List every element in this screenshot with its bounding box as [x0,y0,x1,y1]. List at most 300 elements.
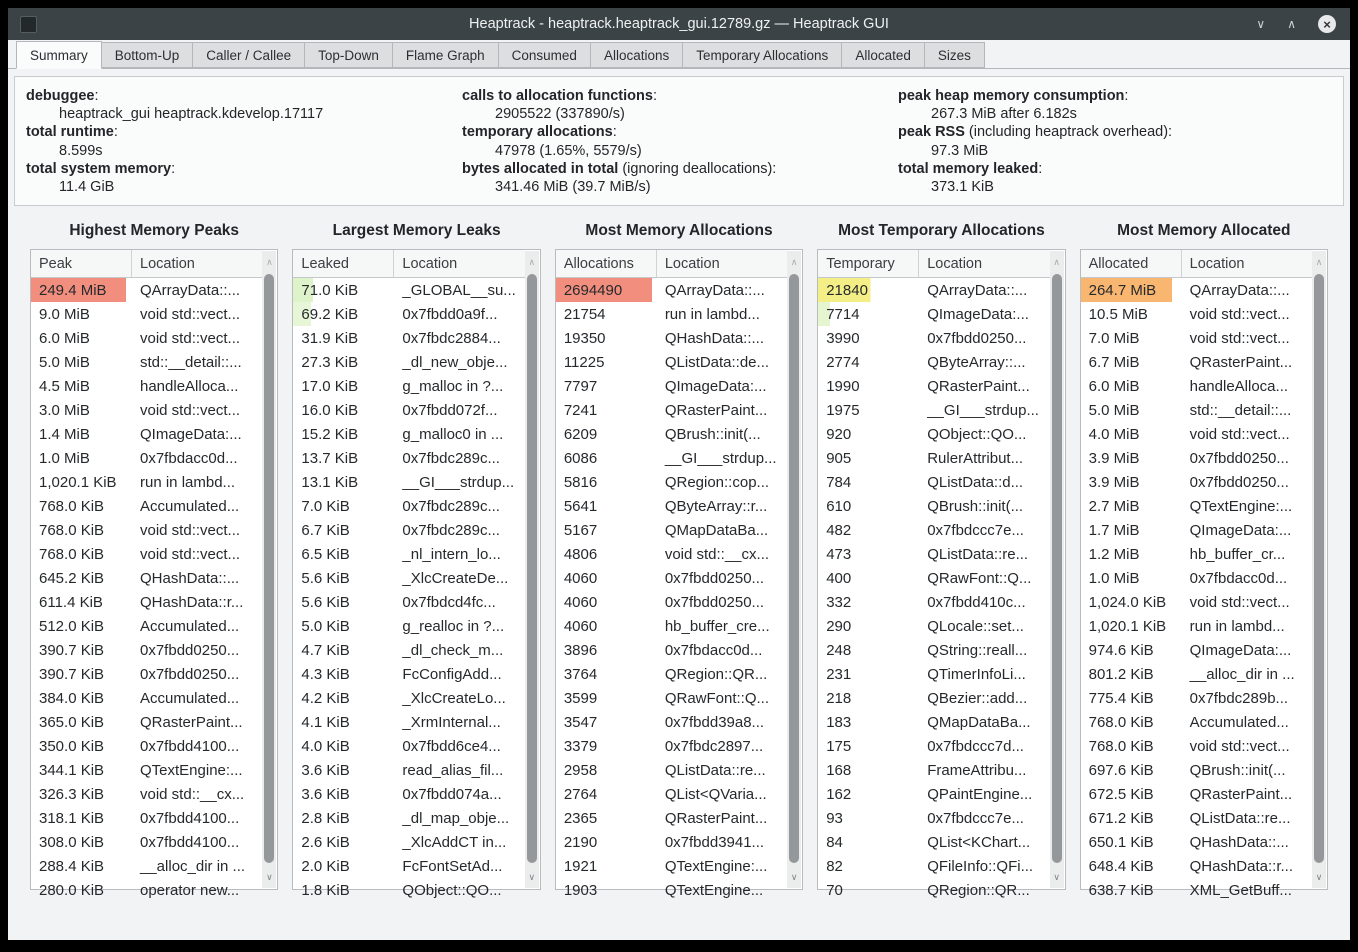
table-row[interactable] [293,878,524,902]
table-row[interactable] [1081,710,1312,734]
cell-value: 5167 [563,521,598,539]
cell-location: Accumulated... [140,689,240,707]
cell-location: void std::vect... [140,545,241,563]
table-row[interactable] [818,542,1049,566]
table-row[interactable] [293,806,524,830]
summary-label: bytes allocated in total (ignoring deallocations): [462,160,777,177]
table-row[interactable] [556,830,787,854]
table-row[interactable] [1081,638,1312,662]
scroll-down-icon[interactable]: ∨ [1053,871,1060,882]
cell-value: 13.7 KiB [301,449,359,467]
table-viewport [31,250,262,899]
table-row[interactable] [293,686,524,710]
table-section-highest-memory-peaks [30,222,278,899]
table-row[interactable] [556,470,787,494]
cell-value: 5641 [563,497,598,515]
scrollbar[interactable] [1050,251,1064,888]
cell-value: 3990 [826,329,860,347]
cell-location: 0x7fbdd410c... [927,593,1026,611]
cell-value: 775.4 KiB [1088,689,1154,707]
cell-value: 3599 [563,689,598,707]
cell-value: 365.0 KiB [39,713,105,731]
table-row[interactable] [1081,662,1312,686]
table-row[interactable] [31,566,262,590]
table-row[interactable] [556,710,787,734]
table-row[interactable] [818,398,1049,422]
cell-value: 974.6 KiB [1088,641,1154,659]
cell-value: 6209 [563,425,598,443]
cell-location: QTextEngine... [664,881,764,899]
table-row[interactable] [1081,326,1312,350]
table-row[interactable] [818,782,1049,806]
cell-location: QTimerInfoLi... [927,665,1026,683]
cell-location: read_alias_fil... [402,761,504,779]
tab-summary[interactable]: Summary [16,41,102,69]
table-row[interactable] [31,662,262,686]
cell-value: 13.1 KiB [301,473,359,491]
table-header [31,250,262,278]
cell-value: 6.5 KiB [301,545,350,563]
column-header-location[interactable]: Location [402,255,458,272]
cell-value: 4.7 KiB [301,641,350,659]
table-row[interactable] [818,638,1049,662]
summary-page [8,69,1350,940]
cell-location: QRasterPaint... [140,713,243,731]
table-row[interactable] [31,470,262,494]
scroll-down-icon[interactable]: ∨ [266,871,273,882]
table-row[interactable] [556,638,787,662]
cell-location: void std::vect... [1189,425,1290,443]
scroll-down-icon[interactable]: ∨ [528,871,536,882]
table-row[interactable] [1081,590,1312,614]
table-row[interactable] [31,638,262,662]
table-row[interactable] [31,854,262,878]
cell-value: 162 [826,785,852,803]
cell-location: void std::vect... [140,401,241,419]
table-row[interactable] [31,446,262,470]
table-row[interactable] [293,566,524,590]
summary-label: total memory leaked: [898,160,1043,177]
table-row[interactable] [293,302,524,326]
table-row[interactable] [31,326,262,350]
table-row[interactable] [1081,806,1312,830]
cell-location: Accumulated... [1189,713,1289,731]
table-row[interactable] [818,278,1049,302]
cell-location: 0x7fbdd0250... [140,641,240,659]
cell-value: 3.6 KiB [301,761,350,779]
cell-location: __GI___strdup... [402,473,515,491]
table-row[interactable] [31,758,262,782]
table-row[interactable] [31,734,262,758]
column-header-allocations[interactable]: Allocations [556,250,657,277]
cell-value: 1.2 MiB [1088,545,1140,563]
table-row[interactable] [293,518,524,542]
summary-value: 373.1 KiB [931,179,994,196]
table-row[interactable] [293,590,524,614]
table-row[interactable] [1081,518,1312,542]
cell-location: 0x7fbdccc7d... [927,737,1024,755]
scrollbar[interactable] [262,251,276,888]
table-row[interactable] [556,326,787,350]
table-row[interactable] [293,494,524,518]
cell-location: QTextEngine:... [140,761,243,779]
table-row[interactable] [1081,374,1312,398]
cell-value: 82 [826,857,843,875]
table-row[interactable] [293,614,524,638]
cell-value: 4.2 KiB [301,689,350,707]
table-row[interactable] [556,614,787,638]
table-row[interactable] [1081,782,1312,806]
table-row[interactable] [293,350,524,374]
table-row[interactable] [31,374,262,398]
table-row[interactable] [31,614,262,638]
cell-value: 2190 [563,833,598,851]
cell-location: _GLOBAL__su... [402,281,516,299]
table-row[interactable] [1081,422,1312,446]
scroll-up-icon[interactable]: ∧ [1315,256,1323,267]
table-row[interactable] [1081,854,1312,878]
cell-location: 0x7fbdd39a8... [664,713,765,731]
scroll-down-icon[interactable]: ∨ [790,871,798,882]
table-row[interactable] [556,542,787,566]
cell-location: 0x7fbdd074a... [402,785,502,803]
table-row[interactable] [556,278,787,302]
table-row[interactable] [556,566,787,590]
column-header-location[interactable]: Location [927,255,983,272]
tab-bottom-up[interactable]: Bottom-Up [102,42,193,68]
table-row[interactable] [31,806,262,830]
table-row[interactable] [293,710,524,734]
table-row[interactable] [818,806,1049,830]
table-row[interactable] [818,494,1049,518]
table-row[interactable] [1081,494,1312,518]
table-row[interactable] [556,878,787,902]
cell-value: 318.1 KiB [39,809,105,827]
table-row[interactable] [293,398,524,422]
table-row[interactable] [556,590,787,614]
scroll-down-icon[interactable]: ∨ [1315,871,1323,882]
table-row[interactable] [31,782,262,806]
cell-location: void std::vect... [1189,593,1290,611]
table-row[interactable] [31,350,262,374]
table-row[interactable] [556,302,787,326]
cell-location: 0x7fbdd0250... [1189,473,1289,491]
table-row[interactable] [556,734,787,758]
cell-value: 3.9 MiB [1088,473,1140,491]
table-row[interactable] [293,278,524,302]
table-row[interactable] [818,422,1049,446]
table-row[interactable] [818,614,1049,638]
column-header-temporary[interactable]: Temporary [818,250,919,277]
table-row[interactable] [293,542,524,566]
table-row[interactable] [818,350,1049,374]
cell-value: 9.0 MiB [39,305,90,323]
cell-value: 1990 [826,377,860,395]
scroll-up-icon[interactable]: ∧ [266,256,273,267]
table-row[interactable] [1081,734,1312,758]
table-viewport [818,250,1049,899]
cell-value: 4.1 KiB [301,713,350,731]
cell-location: FcConfigAdd... [402,665,502,683]
table-row[interactable] [293,638,524,662]
table-row[interactable] [556,662,787,686]
cell-value: 71.0 KiB [293,278,394,302]
table-row[interactable] [293,758,524,782]
table-row[interactable] [1081,398,1312,422]
cell-location: run in lambd... [140,473,236,491]
tab-top-down[interactable]: Top-Down [304,42,392,68]
table-body [31,278,262,902]
table-row[interactable] [31,302,262,326]
cell-location: QRawFont::Q... [664,689,770,707]
table-row[interactable] [1081,614,1312,638]
table-row[interactable] [818,830,1049,854]
cell-value: 768.0 KiB [1088,713,1154,731]
cell-value: 1,024.0 KiB [1088,593,1167,611]
table-row[interactable] [293,662,524,686]
table-title: Most Memory Allocations [585,222,773,239]
cell-location: 0x7fbdd0250... [140,665,240,683]
table-section-most-memory-allocations [555,222,803,899]
summary-label: peak RSS (including heaptrack overhead): [898,124,1173,141]
cell-value: 21840 [818,278,919,302]
cell-value: 697.6 KiB [1088,761,1154,779]
scroll-up-icon[interactable]: ∧ [790,256,798,267]
table-row[interactable] [556,518,787,542]
table-row[interactable] [556,446,787,470]
tab-caller-callee[interactable]: Caller / Callee [192,42,304,68]
column-header-location[interactable]: Location [140,255,195,272]
table-row[interactable] [556,854,787,878]
cell-location: operator new... [140,881,240,899]
table-row[interactable] [293,830,524,854]
window-title: Heaptrack - heaptrack.heaptrack_gui.12789.gz — Heaptrack GUI [469,16,889,32]
cell-location: QByteArray::... [927,353,1026,371]
table-row[interactable] [31,710,262,734]
table-viewport [293,250,524,899]
cell-location: QByteArray::r... [664,497,768,515]
cell-location: void std::vect... [140,305,241,323]
table-row[interactable] [1081,278,1312,302]
summary-label: peak heap memory consumption: [898,88,1129,104]
tab-allocations[interactable]: Allocations [590,42,682,68]
cell-value: 11225 [563,353,605,371]
cell-value: 183 [826,713,852,731]
table-row[interactable] [1081,758,1312,782]
cell-value: 4.0 MiB [1088,425,1140,443]
scrollbar-thumb[interactable] [527,274,537,863]
table-row[interactable] [293,422,524,446]
cell-value: 27.3 KiB [301,353,359,371]
titlebar[interactable] [8,8,1350,40]
summary-value: 11.4 GiB [59,179,115,196]
cell-value: 4.3 KiB [301,665,350,683]
table-row[interactable] [818,878,1049,902]
table-row[interactable] [818,518,1049,542]
cell-location: QObject::QO... [927,425,1027,443]
cell-location: _XlcCreateLo... [402,689,506,707]
table-row[interactable] [1081,542,1312,566]
table-row[interactable] [293,854,524,878]
column-header-peak[interactable]: Peak [31,250,132,277]
table-row[interactable] [293,326,524,350]
column-header-location[interactable]: Location [664,255,720,272]
table-row[interactable] [1081,686,1312,710]
table-row[interactable] [556,422,787,446]
cell-value: 4060 [563,593,598,611]
column-header-location[interactable]: Location [1189,255,1245,272]
table-row[interactable] [818,710,1049,734]
cell-location: 0x7fbdccc7e... [927,809,1024,827]
cell-location: QHashData::... [664,329,765,347]
scroll-up-icon[interactable]: ∧ [528,256,536,267]
cell-value: 390.7 KiB [39,665,105,683]
scrollbar[interactable] [1312,251,1326,888]
table-body [818,278,1049,902]
table-row[interactable] [1081,470,1312,494]
table-row[interactable] [31,422,262,446]
cell-location: __GI___strdup... [927,401,1039,419]
table-header [556,250,787,278]
table-row[interactable] [31,398,262,422]
column-header-allocated[interactable]: Allocated [1081,250,1182,277]
table-row[interactable] [1081,830,1312,854]
summary-label: temporary allocations: [462,124,617,141]
table-row[interactable] [556,758,787,782]
close-icon[interactable]: × [1318,15,1336,33]
table-row[interactable] [818,326,1049,350]
table-row[interactable] [556,686,787,710]
cell-location: QRasterPaint... [927,377,1030,395]
table-row[interactable] [556,494,787,518]
cell-location: QHashData::... [140,569,240,587]
cell-value: 1,020.1 KiB [39,473,117,491]
table-row[interactable] [818,590,1049,614]
table-row[interactable] [31,518,262,542]
table-row[interactable] [818,854,1049,878]
cell-value: 7.0 KiB [301,497,350,515]
cell-value: 4060 [563,617,598,635]
cell-location: 0x7fbdacc0d... [1189,569,1288,587]
table-row[interactable] [1081,446,1312,470]
table-row[interactable] [818,470,1049,494]
scrollbar[interactable] [787,251,801,888]
scrollbar-thumb[interactable] [1052,274,1062,863]
summary-column [26,87,462,195]
table-row[interactable] [31,278,262,302]
table-most-memory-allocated [1080,249,1328,899]
tab-temporary-allocations[interactable]: Temporary Allocations [682,42,841,68]
table-row[interactable] [31,878,262,902]
cell-location: QRegion::QR... [664,665,768,683]
cell-location: QFileInfo::QFi... [927,857,1034,875]
table-row[interactable] [293,734,524,758]
table-row[interactable] [818,446,1049,470]
table-row[interactable] [818,566,1049,590]
tab-sizes[interactable]: Sizes [924,42,985,68]
table-row[interactable] [556,806,787,830]
cell-value: 2.0 KiB [301,857,350,875]
table-row[interactable] [31,542,262,566]
table-row[interactable] [556,782,787,806]
cell-location: XML_GetBuff... [1189,881,1292,899]
table-row[interactable] [556,374,787,398]
tab-consumed[interactable]: Consumed [498,42,590,68]
scrollbar[interactable] [525,251,539,888]
minimize-icon[interactable]: ∨ [1256,17,1266,31]
cell-value: 400 [826,569,852,587]
table-row[interactable] [556,350,787,374]
cell-location: QRasterPaint... [1189,785,1293,803]
table-row[interactable] [818,758,1049,782]
cell-value: 5816 [563,473,598,491]
cell-value: 4.5 MiB [39,377,90,395]
cell-value: 4806 [563,545,598,563]
cell-location: QHashData::... [1189,833,1289,851]
table-row[interactable] [293,470,524,494]
table-row[interactable] [818,662,1049,686]
cell-value: 280.0 KiB [39,881,105,899]
cell-location: QBrush::init(... [927,497,1024,515]
cell-location: _dl_map_obje... [402,809,510,827]
cell-location: g_malloc in ?... [402,377,504,395]
table-row[interactable] [1081,878,1312,902]
table-row[interactable] [1081,350,1312,374]
scroll-up-icon[interactable]: ∧ [1053,256,1060,267]
table-row[interactable] [1081,302,1312,326]
table-row[interactable] [818,734,1049,758]
cell-value: 7241 [563,401,598,419]
cell-value: 264.7 MiB [1081,278,1182,302]
tab-allocated[interactable]: Allocated [841,42,924,68]
cell-location: QImageData:... [1189,641,1292,659]
cell-location: QHashData::r... [140,593,244,611]
maximize-icon[interactable]: ∧ [1287,17,1296,31]
cell-location: _nl_intern_lo... [402,545,501,563]
cell-location: _XlcAddCT in... [402,833,507,851]
cell-location: 0x7fbdd0250... [927,329,1027,347]
cell-location: QRasterPaint... [664,809,768,827]
summary-label: debuggee: [26,88,99,104]
cell-location: _XrmInternal... [402,713,501,731]
table-row[interactable] [818,686,1049,710]
cell-value: 21754 [563,305,606,323]
scrollbar-thumb[interactable] [789,274,799,863]
cell-value: 175 [826,737,852,755]
table-row[interactable] [31,494,262,518]
tab-flame-graph[interactable]: Flame Graph [392,42,498,68]
table-row[interactable] [293,374,524,398]
cell-location: QListData::re... [927,545,1029,563]
scrollbar-thumb[interactable] [1314,274,1324,863]
table-row[interactable] [818,302,1049,326]
table-row[interactable] [293,782,524,806]
scrollbar-thumb[interactable] [264,274,274,863]
table-row[interactable] [556,398,787,422]
table-row[interactable] [818,374,1049,398]
table-row[interactable] [31,686,262,710]
table-row[interactable] [31,830,262,854]
cell-value: 6.0 MiB [39,329,90,347]
cell-value: 70 [826,881,843,899]
table-largest-memory-leaks [292,249,540,899]
column-header-leaked[interactable]: Leaked [293,250,394,277]
table-row[interactable] [31,590,262,614]
cell-location: 0x7fbdd3941... [664,833,765,851]
table-row[interactable] [1081,566,1312,590]
table-row[interactable] [293,446,524,470]
cell-location: QBrush::init(... [1189,761,1286,779]
